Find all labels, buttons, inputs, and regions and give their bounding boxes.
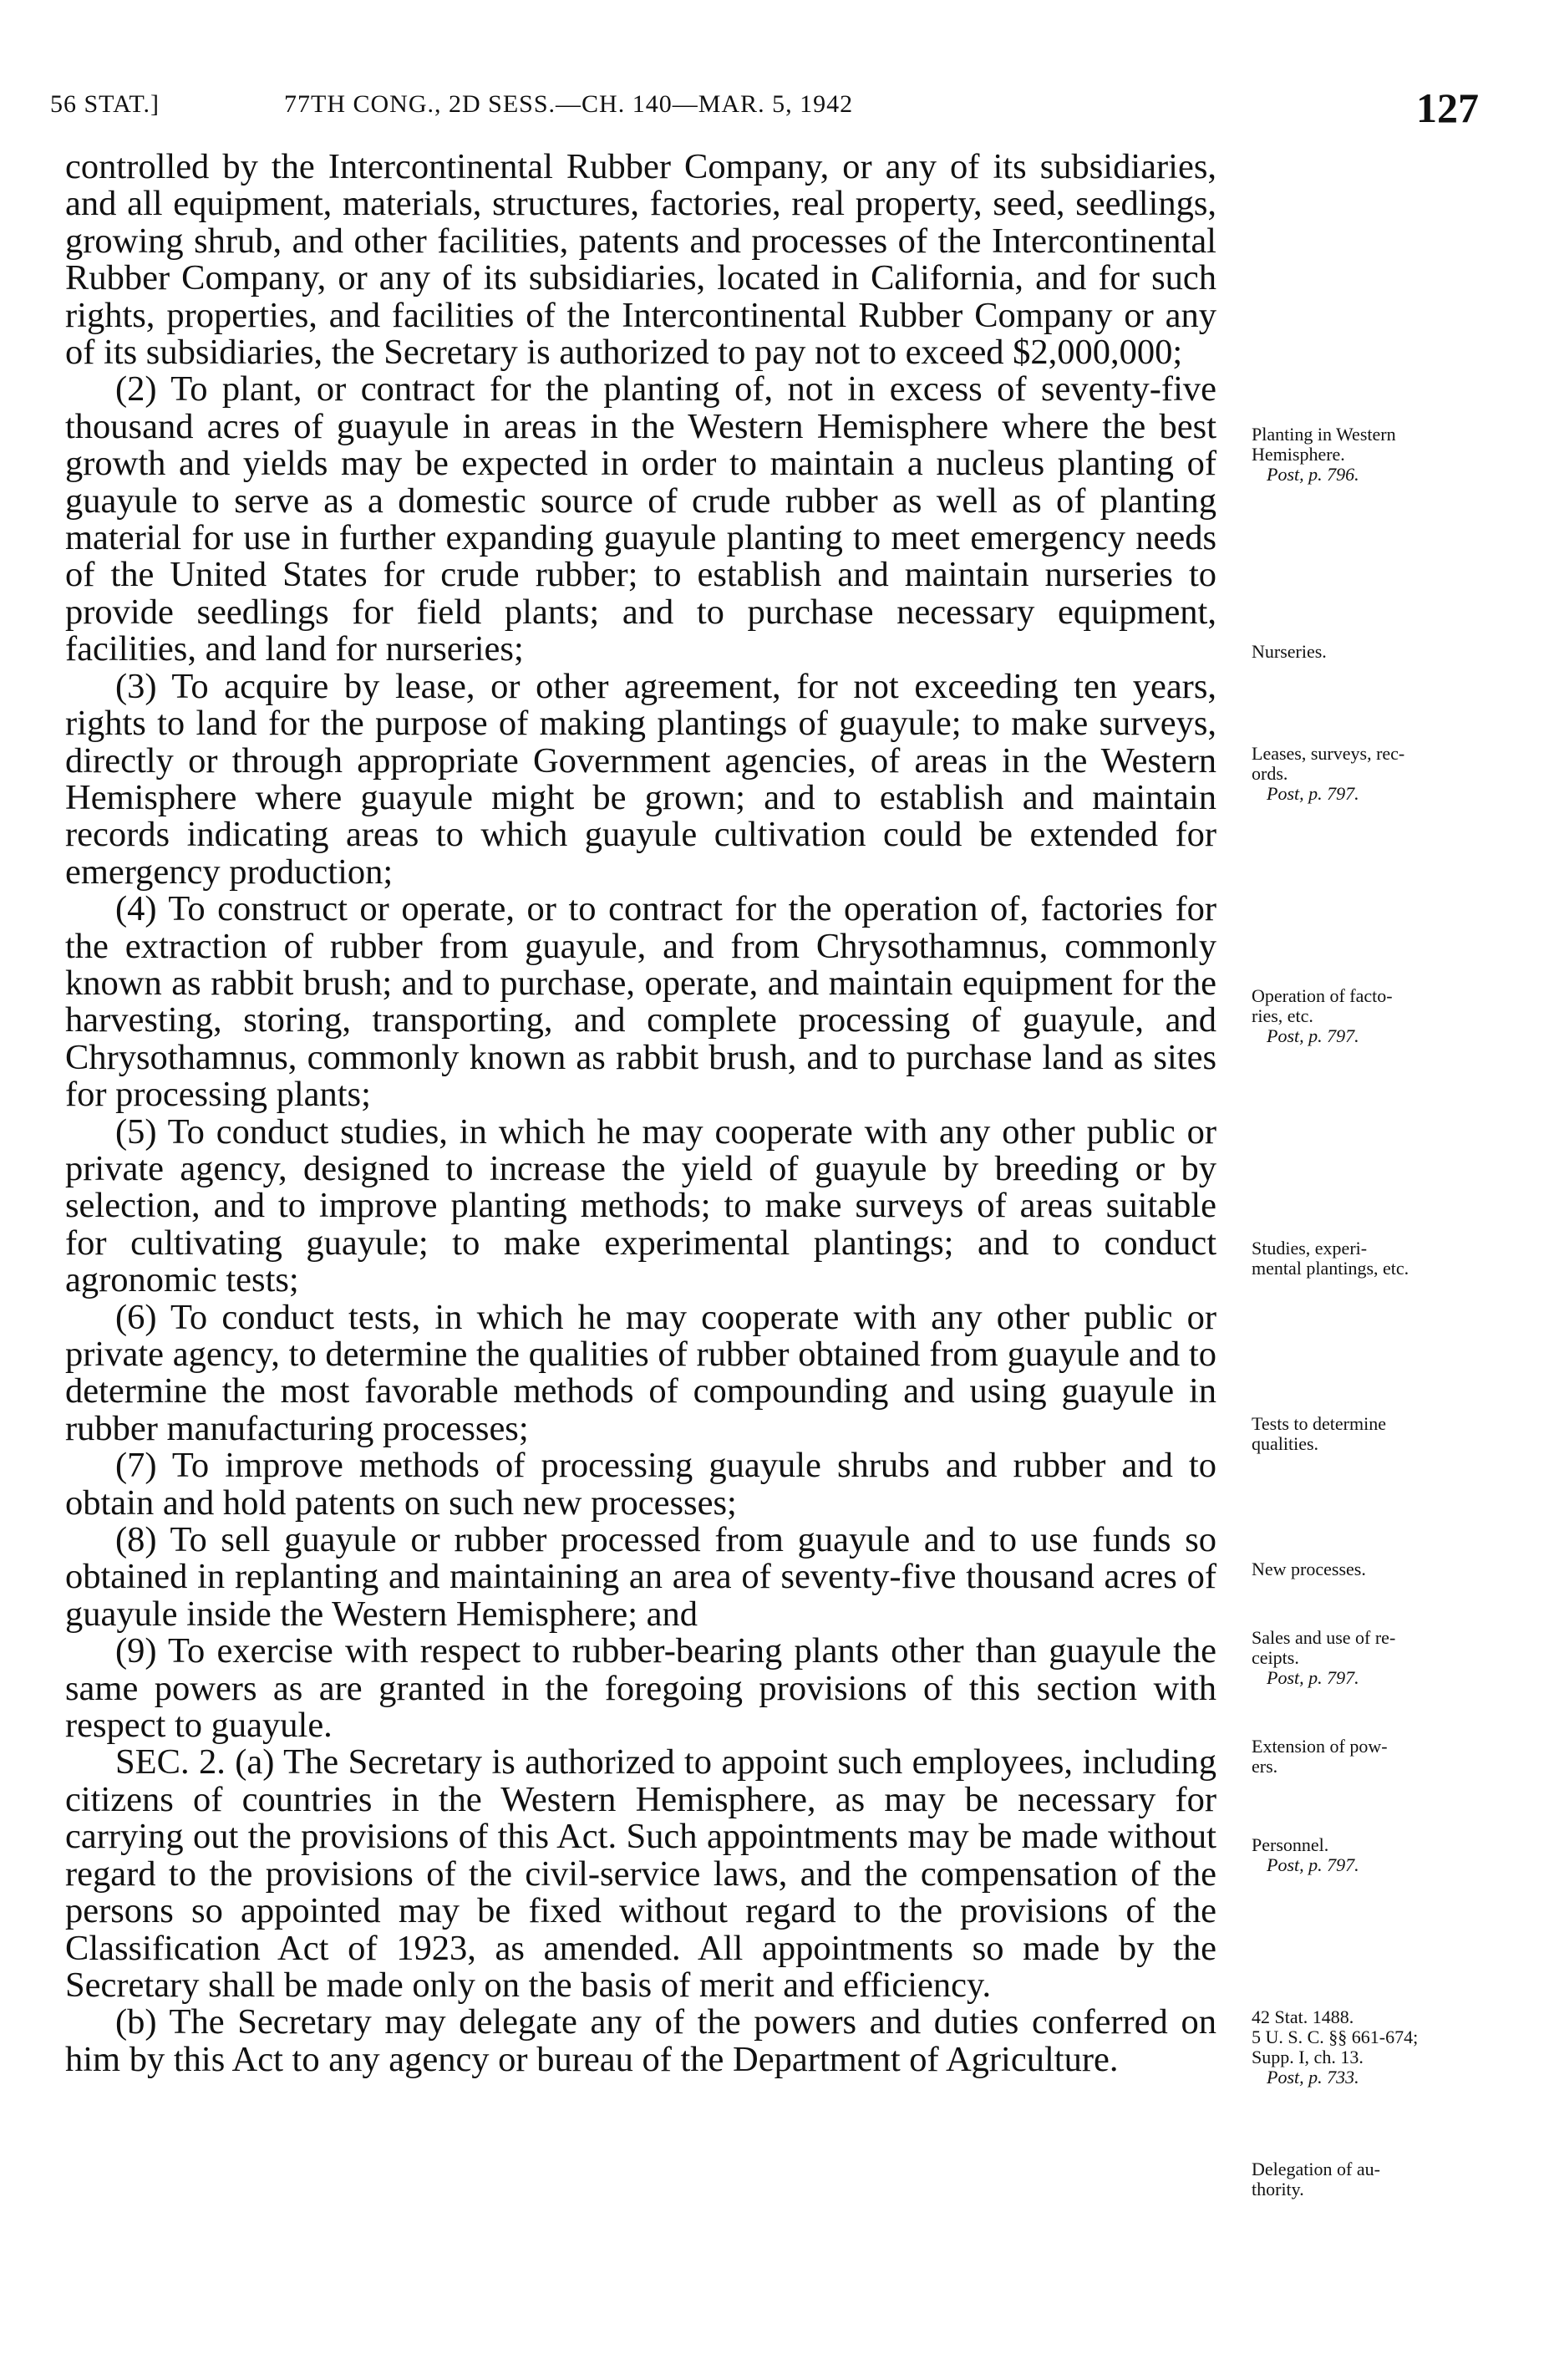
margin-note-tests [1252, 1414, 1502, 1454]
margin-note-planting [1252, 425, 1502, 485]
page-header [50, 84, 1479, 140]
note-line: Sales and use of re- [1252, 1627, 1396, 1648]
statute-volume: 56 STAT.] [50, 90, 160, 118]
note-line: Delegation of au- [1252, 2159, 1380, 2179]
note-reference: Post, p. 797. [1267, 1854, 1359, 1875]
note-line: mental plantings, etc. [1252, 1258, 1409, 1279]
note-line: New processes. [1252, 1559, 1366, 1579]
note-line: 42 Stat. 1488. [1252, 2006, 1354, 2027]
margin-note-sales [1252, 1628, 1502, 1688]
congress-session-chapter: 77TH CONG., 2D SESS.—CH. 140—MAR. 5, 1942 [284, 90, 854, 118]
margin-note-classification-act [1252, 2007, 1502, 2088]
note-line: Tests to determine [1252, 1413, 1386, 1434]
note-line: ers. [1252, 1756, 1278, 1777]
section-2a: SEC. 2. (a) The Secretary is authorized to appoint such employees, including citizens of countries in the Western Hemisphere, as may be necessary for carrying out the provisions of this Act. Such appointments may be made without regard to the provisions of the civil-service laws, and the compensation of the persons so appointed may be fixed without regard to the provisions of the Classification Act of 1923, as amended. All appointments so made by the Secretary shall be made only on the basis of merit and efficiency. [65, 1742, 1216, 2005]
paragraph-2: (2) To plant, or contract for the planting of, not in excess of seventy-five thousand acres of guayule in areas in the Western Hemisphere where the best growth and yields may be expected in order to maintain a nucleus planting of guayule to serve as a domestic source of crude rubber as well as of planting material for use in further expanding guayule planting to meet emergency needs of the United States for crude rubber; to establish and maintain nurseries to provide seedlings for field plants; and to purchase necessary equipment, facilities, and land for nurseries; [65, 369, 1216, 669]
page-number: 127 [1416, 84, 1479, 131]
paragraph-5: (5) To conduct studies, in which he may cooperate with any other public or private agency, designed to increase the yield of guayule by breeding or by selection, and to improve planting methods; to make surveys of areas suitable for cultivating guayule; to make experimental plantings; and to conduct agronomic tests; [65, 1111, 1216, 1300]
note-line: ceipts. [1252, 1647, 1299, 1668]
note-reference: Post, p. 796. [1267, 464, 1359, 485]
paragraph-3: (3) To acquire by lease, or other agreement, for not exceeding ten years, rights to land for the purpose of making plantings of guayule; to make surveys, directly or through appropriate Government agencies, of areas in the Western Hemisphere where guayule might be grown; and to establish and maintain records indicating areas to which guayule cultivation could be extended for emergency production; [65, 666, 1216, 892]
note-line: Supp. I, ch. 13. [1252, 2047, 1364, 2067]
note-reference: Post, p. 797. [1267, 783, 1359, 804]
margin-note-extension [1252, 1737, 1502, 1777]
paragraph-8: (8) To sell guayule or rubber processed from guayule and to use funds so obtained in replanting and maintaining an area of seventy-five thousand acres of guayule inside the Western Hemisphere; and [65, 1520, 1216, 1634]
margin-note-nurseries [1252, 642, 1502, 662]
paragraph-7: (7) To improve methods of processing guayule shrubs and rubber and to obtain and hold patents on such new processes; [65, 1446, 1216, 1523]
note-line: Planting in Western [1252, 424, 1396, 445]
note-line: Personnel. [1252, 1834, 1329, 1855]
note-line: Studies, experi- [1252, 1238, 1368, 1259]
margin-note-leases [1252, 744, 1502, 804]
note-line: Nurseries. [1252, 641, 1327, 662]
note-reference: Post, p. 797. [1267, 1025, 1359, 1046]
note-reference: Post, p. 797. [1267, 1667, 1359, 1688]
note-line: qualities. [1252, 1433, 1319, 1454]
note-line: Leases, surveys, rec- [1252, 743, 1405, 764]
margin-note-studies [1252, 1238, 1502, 1279]
paragraph-continuation: controlled by the Intercontinental Rubber Company, or any of its subsidiaries, and all equipment, materials, structures, factories, real property, seed, seedlings, growing shrub, and other facilities, patents and processes of the Intercontinental Rubber Company, or any of its subsidiaries, located in California, and for such rights, properties, and facilities of the Intercontinental Rubber Company or any of its subsidiaries, the Secretary is authorized to pay not to exceed $2,000,000; [65, 147, 1216, 373]
note-line: ries, etc. [1252, 1005, 1313, 1026]
paragraph-6: (6) To conduct tests, in which he may cooperate with any other public or private agency, to determine the qualities of rubber obtained from guayule and to determine the most favorable methods of compounding and using guayule in rubber manufacturing processes; [65, 1297, 1216, 1448]
margin-note-delegation [1252, 2159, 1502, 2199]
note-line: Extension of pow- [1252, 1736, 1388, 1757]
note-line: ords. [1252, 763, 1288, 784]
paragraph-4: (4) To construct or operate, or to contract for the operation of, factories for the extraction of rubber from guayule, and from Chrysothamnus, commonly known as rabbit brush; and to purchase, operate, and maintain equipment for the harvesting, storing, transporting, and complete processing of guayule, and Chrysothamnus, commonly known as rabbit brush, and to purchase land as sites for processing plants; [65, 889, 1216, 1115]
statute-body [65, 149, 1216, 2078]
margin-note-new-processes [1252, 1559, 1502, 1579]
note-line: Operation of facto- [1252, 985, 1393, 1006]
note-line: 5 U. S. C. §§ 661-674; [1252, 2027, 1419, 2047]
note-line: Hemisphere. [1252, 444, 1345, 465]
paragraph-9: (9) To exercise with respect to rubber-bearing plants other than guayule the same powers as are granted in the foregoing provisions of this section with respect to guayule. [65, 1631, 1216, 1746]
section-2b: (b) The Secretary may delegate any of the powers and duties conferred on him by this Act to any agency or bureau of the Department of Agriculture. [65, 2002, 1216, 2079]
margin-note-personnel [1252, 1835, 1502, 1875]
margin-note-factories [1252, 986, 1502, 1046]
note-reference: Post, p. 733. [1267, 2067, 1359, 2088]
note-line: thority. [1252, 2179, 1304, 2199]
